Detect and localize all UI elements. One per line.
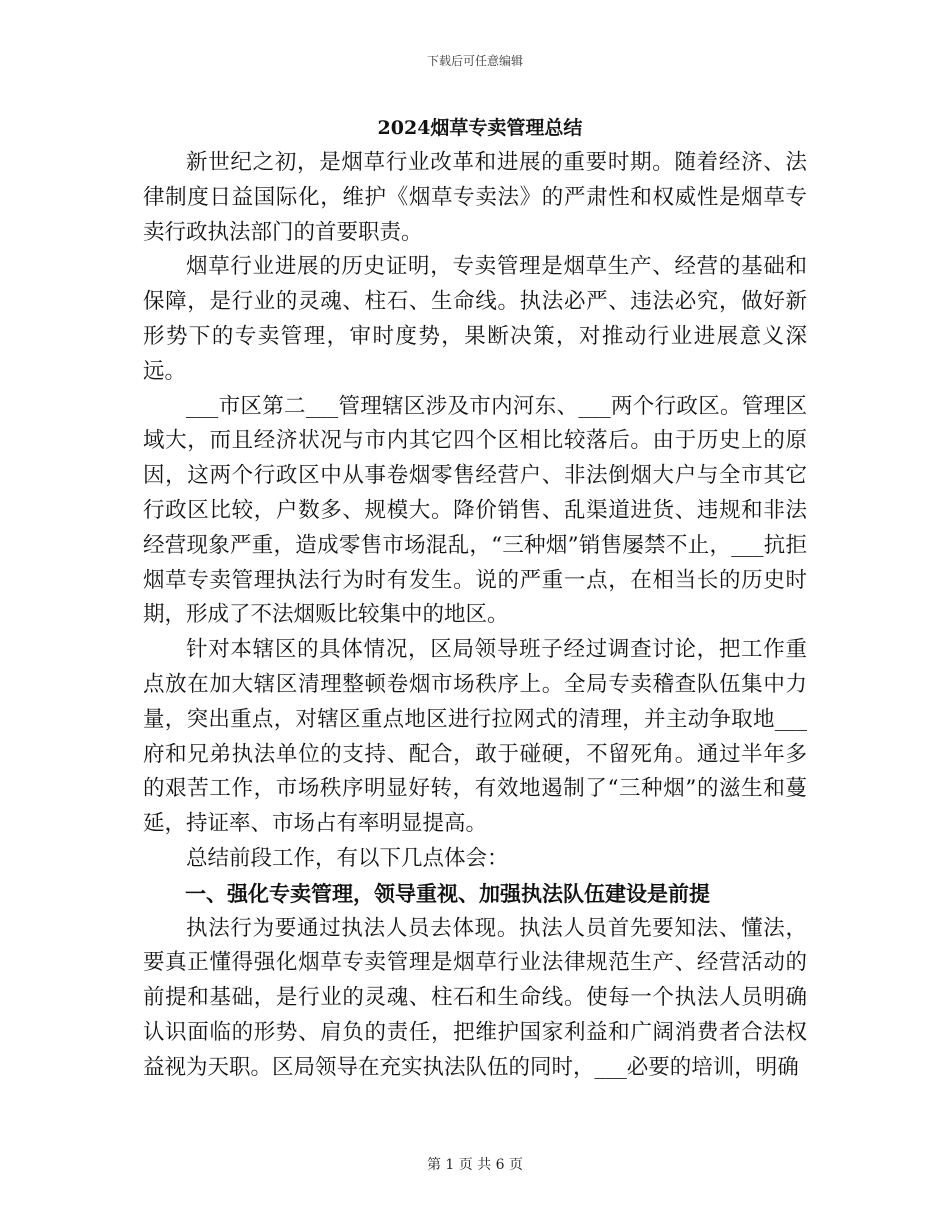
page-header-note: 下载后可任意编辑 bbox=[426, 54, 523, 68]
document-title: 2024烟草专卖管理总结 bbox=[377, 117, 583, 139]
paragraph-history: 烟草行业进展的历史证明，专卖管理是烟草生产、经营的基础和保障，是行业的灵魂、柱石、生命线。执法必严、违法必究，做好新形势下的专卖管理，审时度势，果断决策，对推动行业进展意义深远。 bbox=[143, 254, 807, 384]
section-heading-1: 一、强化专卖管理，领导重视、加强执法队伍建设是前提 bbox=[185, 880, 710, 906]
paragraph-district: ___市区第二___管理辖区涉及市内河东、___两个行政区。管理区域大，而且经济状况与市内其它四个区相比较落后。由于历史上的原因，这两个行政区中从事卷烟零售经营户、非法倒烟大户与全市其它行政区比较，户数多、规模大。降价销售、乱渠道进货、违规和非法经营现象严重，造成零售市场混乱，“三种烟”销售屡禁不止，___抗拒烟草专卖管理执法行为时有发生。说的严重一点，在相当长的历史时期，形成了不法烟贩比较集中的地区。 bbox=[143, 393, 807, 628]
paragraph-actions: 针对本辖区的具体情况，区局领导班子经过调查讨论，把工作重点放在加大辖区清理整顿卷烟市场秩序上。全局专卖稽查队伍集中力量，突出重点，对辖区重点地区进行拉网式的清理，并主动争取地___府和兄弟执法单位的支持、配合，敢于碰硬，不留死角。通过半年多的艰苦工作，市场秩序明显好转，有效地遏制了“三种烟”的滋生和蔓延，持证率、市场占有率明显提高。 bbox=[143, 637, 807, 837]
paragraph-summary-lead: 总结前段工作，有以下几点体会： bbox=[186, 845, 509, 871]
paragraph-section-1: 执法行为要通过执法人员去体现。执法人员首先要知法、懂法，要真正懂得强化烟草专卖管理是烟草行业法律规范生产、经营活动的前提和基础，是行业的灵魂、柱石和生命线。使每一个执法人员明确认识面临的形势、肩负的责任，把维护国家利益和广阔消费者合法权益视为天职。区局领导在充实执法队伍的同时，___必要的培训，明确 bbox=[143, 915, 807, 1080]
page-number: 第 1 页 共 6 页 bbox=[426, 1157, 524, 1173]
document-body bbox=[143, 110, 807, 1086]
paragraph-intro: 新世纪之初，是烟草行业改革和进展的重要时期。随着经济、法律制度日益国际化，维护《烟草专卖法》的严肃性和权威性是烟草专卖行政执法部门的首要职责。 bbox=[143, 150, 807, 245]
